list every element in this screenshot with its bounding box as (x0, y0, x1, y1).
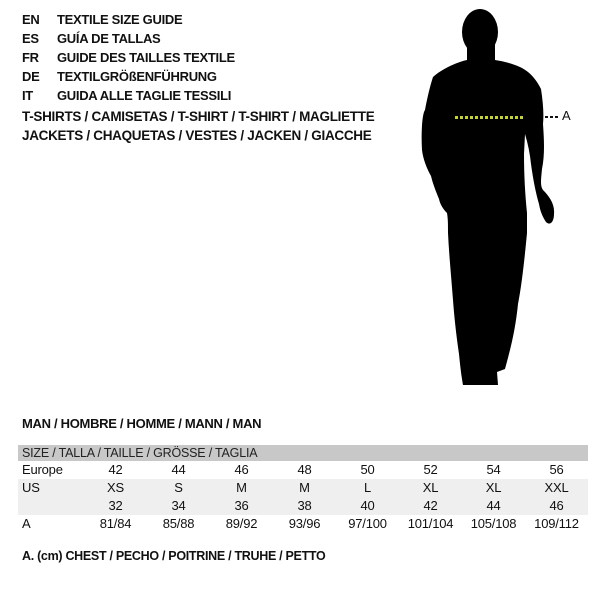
language-row (22, 10, 235, 29)
size-value: 46 (549, 498, 564, 513)
language-label: GUIDA ALLE TAGLIE TESSILI (57, 88, 232, 103)
language-label: TEXTILE SIZE GUIDE (57, 12, 183, 27)
table-row-chest-a (18, 515, 588, 533)
size-value: 38 (297, 498, 312, 513)
language-code: IT (22, 88, 33, 103)
garment-categories (22, 107, 374, 145)
size-value: M (236, 480, 247, 495)
language-code: FR (22, 50, 39, 65)
size-value: 54 (486, 462, 501, 477)
size-value: 42 (423, 498, 438, 513)
language-label: TEXTILGRÖßENFÜHRUNG (57, 69, 217, 84)
silhouette-body (422, 60, 554, 385)
size-table (18, 445, 588, 533)
size-value: XS (107, 480, 124, 495)
row-label: US (22, 480, 40, 495)
measure-leader-dashed-line (545, 116, 559, 118)
measurement-footnote: A. (cm) CHEST / PECHO / POITRINE / TRUHE / PETTO (22, 549, 326, 563)
size-value: 36 (234, 498, 249, 513)
size-value: 56 (549, 462, 564, 477)
size-value: 40 (360, 498, 375, 513)
language-row (22, 86, 235, 105)
row-label (18, 497, 84, 515)
man-silhouette-figure (403, 4, 575, 396)
table-row-numeric (18, 497, 588, 515)
size-value: 34 (171, 498, 186, 513)
size-value: 32 (108, 498, 123, 513)
size-value: 89/92 (225, 516, 258, 531)
table-row-europe (18, 461, 588, 479)
size-value: 48 (297, 462, 312, 477)
size-value: 101/104 (407, 516, 454, 531)
language-code: ES (22, 31, 39, 46)
language-code: EN (22, 12, 40, 27)
size-value: 93/96 (288, 516, 321, 531)
size-value: S (174, 480, 183, 495)
size-table-header: SIZE / TALLA / TAILLE / GRÖSSE / TAGLIA (18, 445, 588, 461)
size-value: 46 (234, 462, 249, 477)
row-label: Europe (22, 462, 63, 477)
size-value: XXL (544, 480, 569, 495)
row-label: A (22, 516, 31, 531)
language-row (22, 48, 235, 67)
size-value: L (363, 480, 372, 495)
size-value: 85/88 (162, 516, 195, 531)
size-value: 42 (108, 462, 123, 477)
size-value: 50 (360, 462, 375, 477)
size-value: 44 (171, 462, 186, 477)
language-label: GUÍA DE TALLAS (57, 31, 161, 46)
category-tshirts: T-SHIRTS / CAMISETAS / T-SHIRT / T-SHIRT / MAGLIETTE (22, 109, 375, 124)
size-value: M (299, 480, 310, 495)
size-value: 105/108 (470, 516, 517, 531)
category-jackets: JACKETS / CHAQUETAS / VESTES / JACKEN / GIACCHE (22, 128, 372, 143)
chest-measure-dashed-line (455, 116, 523, 119)
language-row (22, 67, 235, 86)
size-value: XL (485, 480, 502, 495)
size-value: 44 (486, 498, 501, 513)
section-title-man: MAN / HOMBRE / HOMME / MANN / MAN (22, 416, 262, 431)
language-label: GUIDE DES TAILLES TEXTILE (57, 50, 235, 65)
size-value: 81/84 (99, 516, 132, 531)
language-legend (22, 10, 235, 105)
table-row-us (18, 479, 588, 497)
measure-label-a: A (562, 108, 571, 123)
size-value: 97/100 (348, 516, 387, 531)
language-row (22, 29, 235, 48)
size-value: XL (422, 480, 439, 495)
size-value: 109/112 (534, 516, 579, 531)
language-code: DE (22, 69, 40, 84)
size-value: 52 (423, 462, 438, 477)
